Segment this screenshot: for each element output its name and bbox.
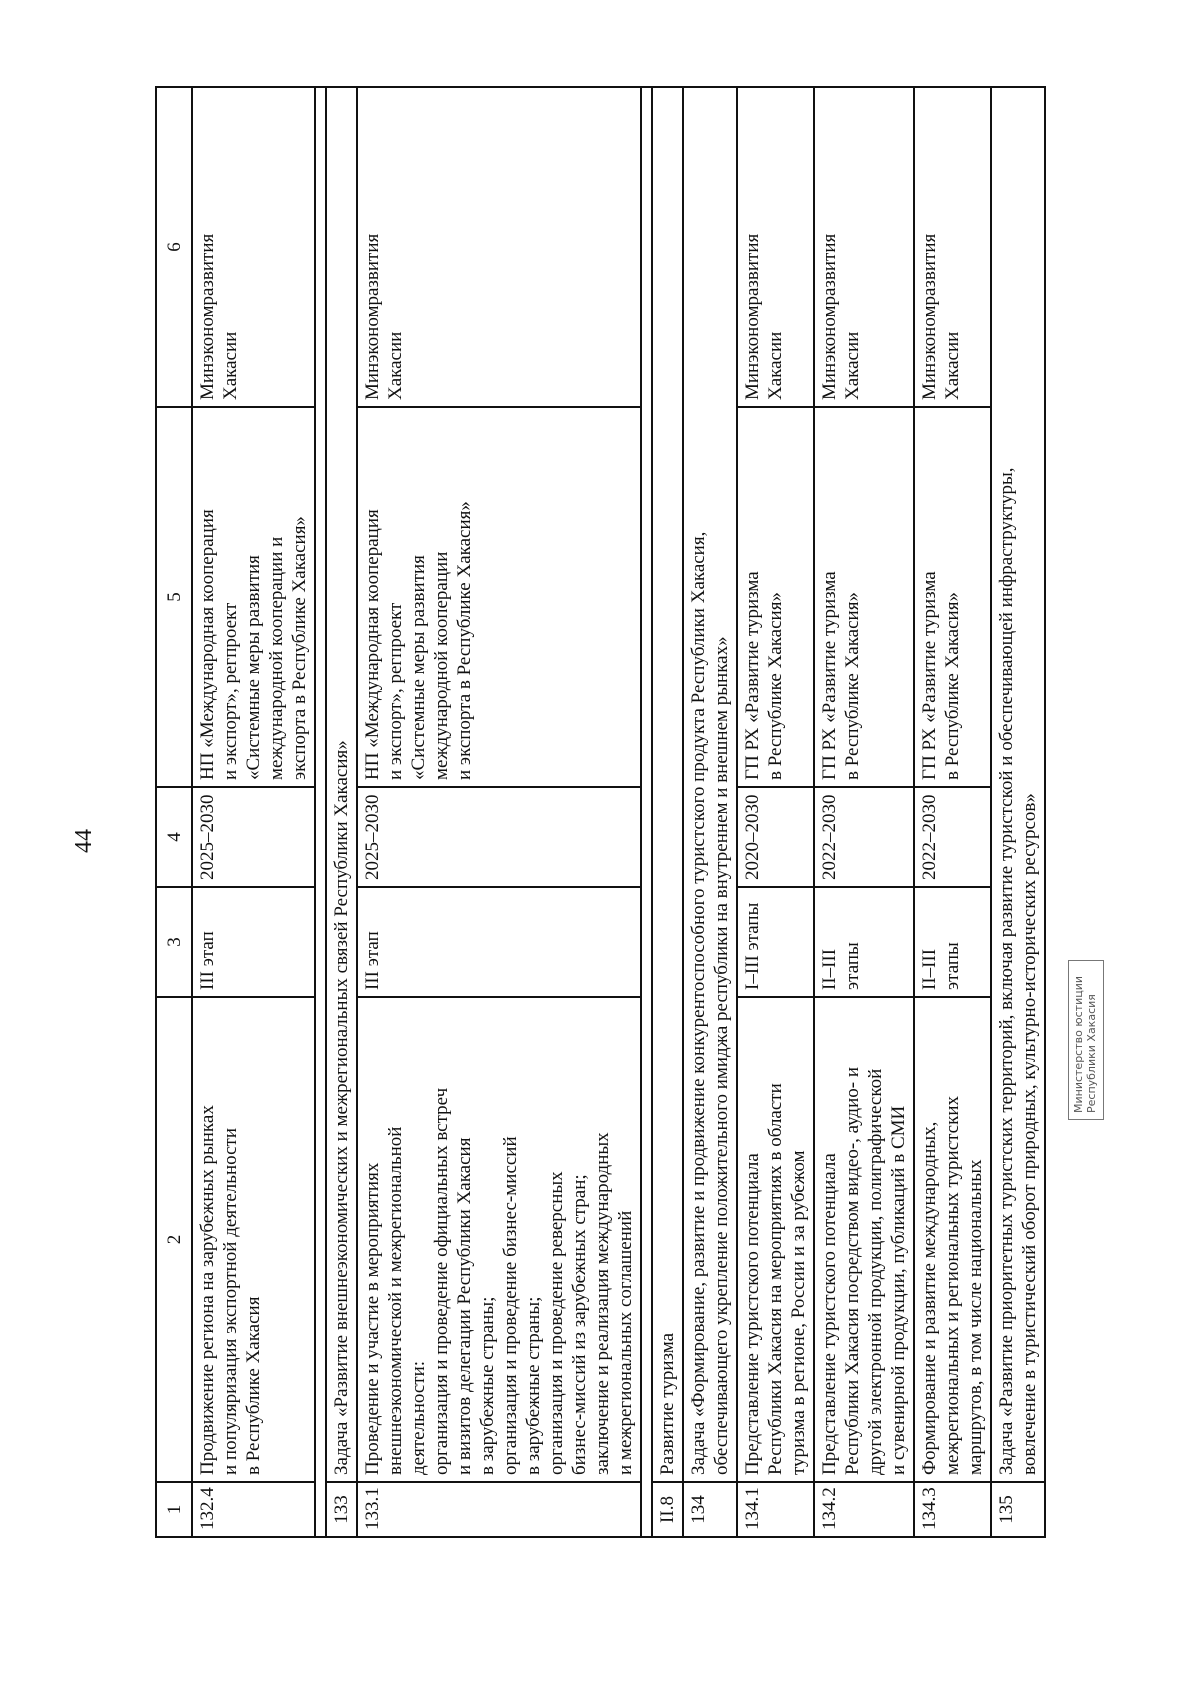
table-row: [914, 87, 991, 1537]
measure-period: 2025–2030: [357, 787, 641, 887]
table-row: [192, 87, 315, 1537]
row-spacer: [315, 87, 326, 1537]
column-header: 1: [156, 1482, 192, 1537]
row-number: 133.1: [357, 1482, 641, 1537]
column-header: 4: [156, 787, 192, 887]
measure-name: Представление туристского потенциала Республики Хакасия на мероприятиях в области туризма в регионе, России и за рубежом: [737, 997, 814, 1482]
measure-source: ГП РХ «Развитие туризма в Республике Хакасия»: [814, 407, 914, 787]
row-number: 135: [991, 1482, 1045, 1537]
measure-executor: Минэкономразвития Хакасии: [357, 87, 641, 407]
column-header: 3: [156, 887, 192, 997]
measure-executor: Минэкономразвития Хакасии: [914, 87, 991, 407]
table-row: [737, 87, 814, 1537]
measure-name: Продвижение региона на зарубежных рынках и популяризация экспортной деятельности в Республике Хакасия: [192, 997, 315, 1482]
measure-source: НП «Международная кооперация и экспорт», регпроект «Системные меры развития международной кооперации и экспорта в Республике Хакасия»: [192, 407, 315, 787]
row-number: II.8: [652, 1482, 683, 1537]
row-number: 134.2: [814, 1482, 914, 1537]
measure-name: Проведение и участие в мероприятиях внешнеэкономической и межрегиональной деятельности: организация и проведение официальных встреч и визитов делегации Республики Хакасия в зарубежные страны; организация и проведение бизнес-миссий в зарубежные страны; организация и проведение реверсных бизнес-миссий из зарубежных стран; заключение и реализация международных и межрегиональных соглашений: [357, 997, 641, 1482]
table-row: [683, 87, 737, 1537]
measure-period: 2020–2030: [737, 787, 814, 887]
task-title: Задача «Формирование, развитие и продвижение конкурентоспособного туристского продукта Республики Хакасия, обеспечивающего укрепление положительного имиджа республики на внутреннем и внешнем рынках»: [683, 87, 737, 1482]
table-row: [652, 87, 683, 1537]
page-number: 44: [71, 829, 97, 853]
table-row: [814, 87, 914, 1537]
measure-executor: Минэкономразвития Хакасии: [737, 87, 814, 407]
row-spacer: [641, 87, 652, 1537]
measure-executor: Минэкономразвития Хакасии: [814, 87, 914, 407]
table-row: [357, 87, 641, 1537]
measure-source: НП «Международная кооперация и экспорт», регпроект «Системные меры развития международной кооперации и экспорта в Республике Хакасия»: [357, 407, 641, 787]
row-number: 133: [326, 1482, 357, 1537]
measure-stage: III этап: [192, 887, 315, 997]
measure-name: Формирование и развитие международных, межрегиональных и региональных туристских маршрутов, в том числе национальных: [914, 997, 991, 1482]
table-row: [326, 87, 357, 1537]
task-title: Задача «Развитие приоритетных туристских территорий, включая развитие туристской и обеспечивающей инфраструктуры, вовлечение в туристический оборот природных, культурно-исторических ресурсов»: [991, 87, 1045, 1482]
header-row: [156, 87, 192, 1537]
stamp-line: Республики Хакасия: [1085, 994, 1098, 1113]
measure-period: 2022–2030: [914, 787, 991, 887]
measure-stage: II–III этапы: [814, 887, 914, 997]
measures-table: [155, 86, 1046, 1538]
row-number: 132.4: [192, 1482, 315, 1537]
measure-stage: III этап: [357, 887, 641, 997]
column-header: 5: [156, 407, 192, 787]
measure-source: ГП РХ «Развитие туризма в Республике Хакасия»: [737, 407, 814, 787]
rotated-table-wrapper: [155, 88, 1040, 1538]
row-number: 134.1: [737, 1482, 814, 1537]
measure-executor: Минэкономразвития Хакасии: [192, 87, 315, 407]
row-number: 134.3: [914, 1482, 991, 1537]
task-title: Задача «Развитие внешнеэкономических и межрегиональных связей Республики Хакасия»: [326, 87, 357, 1482]
measure-stage: II–III этапы: [914, 887, 991, 997]
section-title: Развитие туризма: [652, 87, 683, 1482]
table-row: [991, 87, 1045, 1537]
measure-name: Представление туристского потенциала Республики Хакасия посредством видео-, аудио- и другой электронной продукции, полиграфической и сувенирной продукции, публикаций в СМИ: [814, 997, 914, 1482]
measure-stage: I–III этапы: [737, 887, 814, 997]
measure-period: 2022–2030: [814, 787, 914, 887]
stamp-line: Министерство юстиции: [1072, 975, 1085, 1113]
column-header: 2: [156, 997, 192, 1482]
measure-period: 2025–2030: [192, 787, 315, 887]
measure-source: ГП РХ «Развитие туризма в Республике Хакасия»: [914, 407, 991, 787]
row-number: 134: [683, 1482, 737, 1537]
column-header: 6: [156, 87, 192, 407]
registration-stamp: [1068, 960, 1104, 1120]
